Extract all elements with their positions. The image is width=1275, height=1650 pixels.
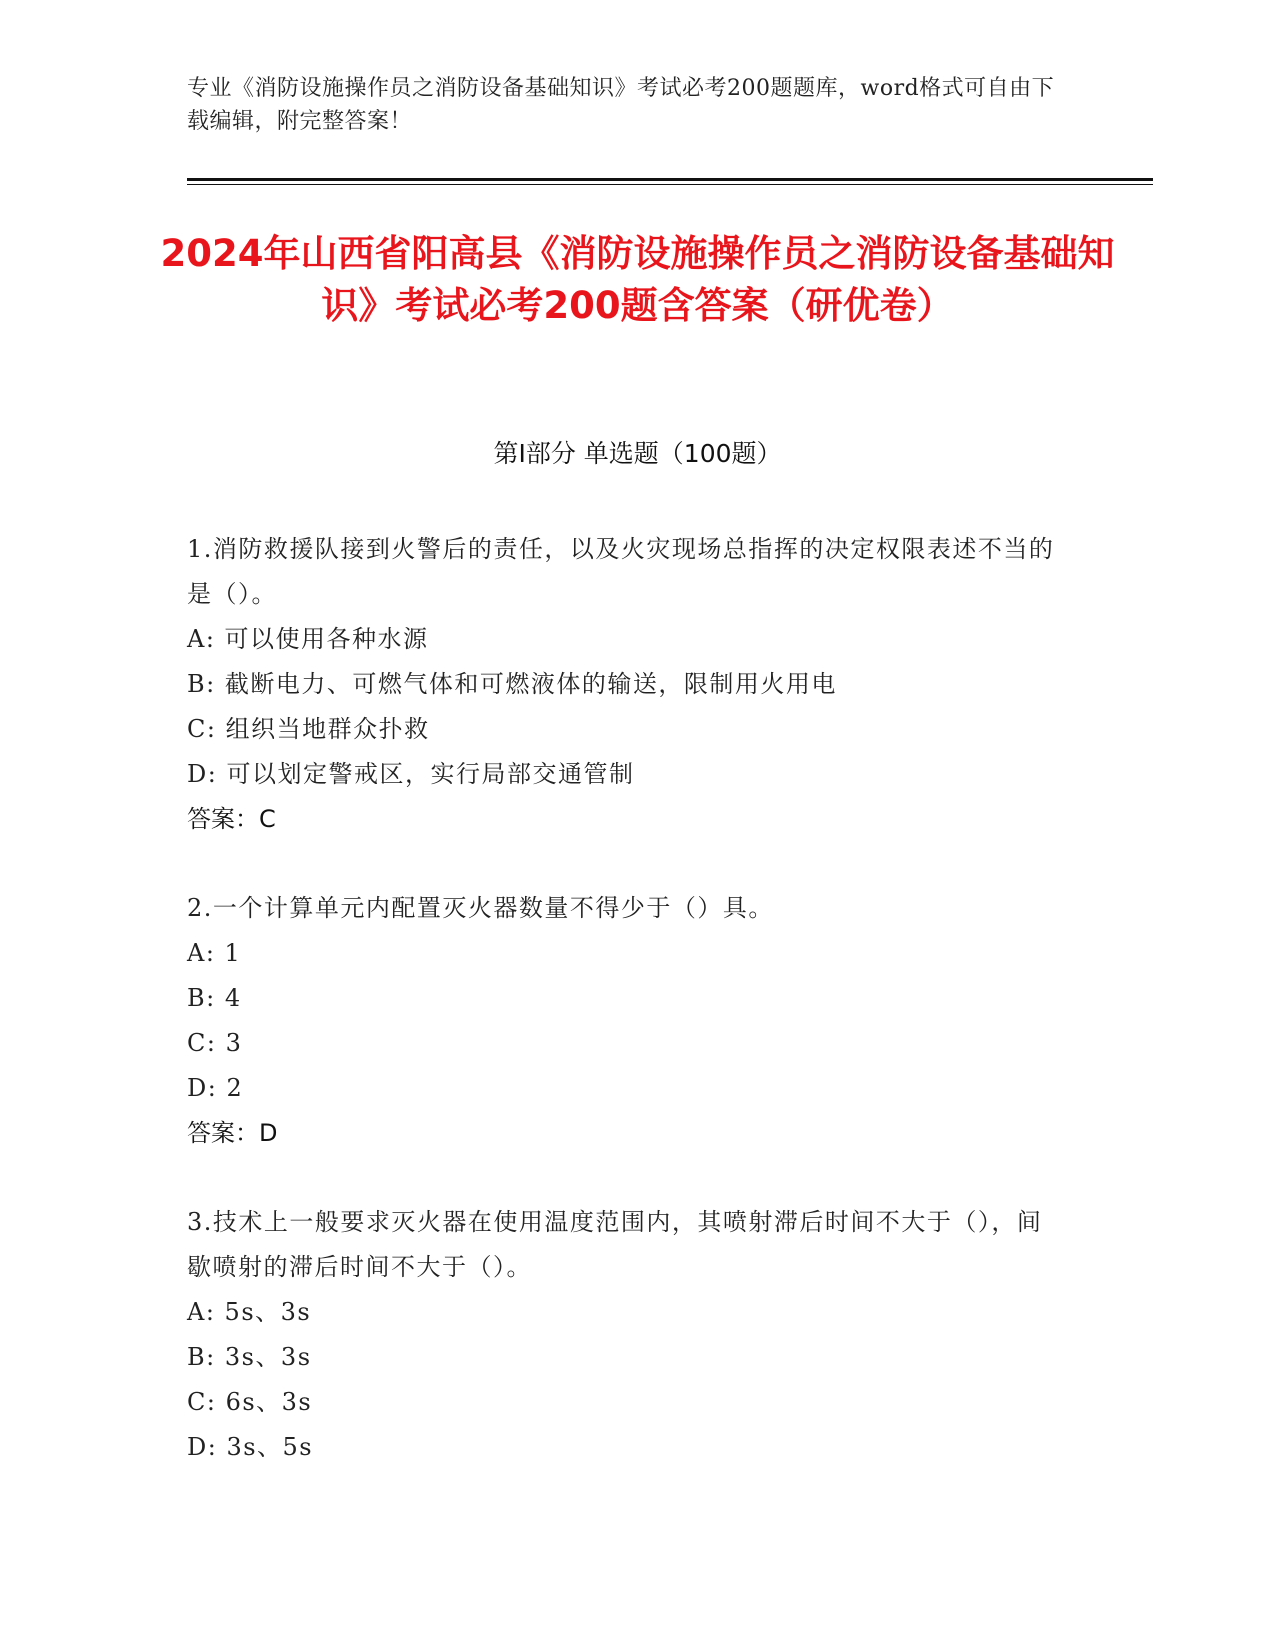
- question-item: [187, 1200, 1067, 1470]
- option-c: C: 6s、3s: [187, 1388, 313, 1416]
- answer-label: 答案：C: [187, 805, 276, 833]
- option-d: D: 2: [187, 1074, 244, 1102]
- question-stem: 3.技术上一般要求灭火器在使用温度范围内，其喷射滞后时间不大于（），间歇喷射的滞后时间不大于（）。: [187, 1208, 1043, 1281]
- option-b: B: 截断电力、可燃气体和可燃液体的输送，限制用火用电: [187, 670, 837, 698]
- option-a: A: 5s、3s: [187, 1298, 312, 1326]
- option-c: C: 3: [187, 1029, 243, 1057]
- question-stem: 2.一个计算单元内配置灭火器数量不得少于（）具。: [187, 894, 774, 922]
- header-divider-thick: [187, 178, 1153, 181]
- section-title: 第Ⅰ部分 单选题（100题）: [493, 439, 782, 468]
- question-list: [187, 527, 1067, 1514]
- header-note: 专业《消防设施操作员之消防设备基础知识》考试必考200题题库，word格式可自由下载编辑，附完整答案！: [187, 76, 1055, 134]
- option-d: D: 可以划定警戒区，实行局部交通管制: [187, 760, 635, 788]
- question-item: [187, 527, 1067, 842]
- option-d: D: 3s、5s: [187, 1433, 314, 1461]
- option-b: B: 3s、3s: [187, 1343, 312, 1371]
- option-a: A: 可以使用各种水源: [187, 625, 429, 653]
- answer-label: 答案：D: [187, 1119, 278, 1147]
- question-item: [187, 886, 1067, 1156]
- option-c: C: 组织当地群众扑救: [187, 715, 430, 743]
- question-stem: 1.消防救援队接到火警后的责任，以及火灾现场总指挥的决定权限表述不当的是（）。: [187, 535, 1055, 608]
- option-b: B: 4: [187, 984, 242, 1012]
- header-divider-thin: [187, 184, 1153, 185]
- document-title: 2024年山西省阳高县《消防设施操作员之消防设备基础知识》考试必考200题含答案（研优卷）: [160, 232, 1115, 327]
- option-a: A: 1: [187, 939, 242, 967]
